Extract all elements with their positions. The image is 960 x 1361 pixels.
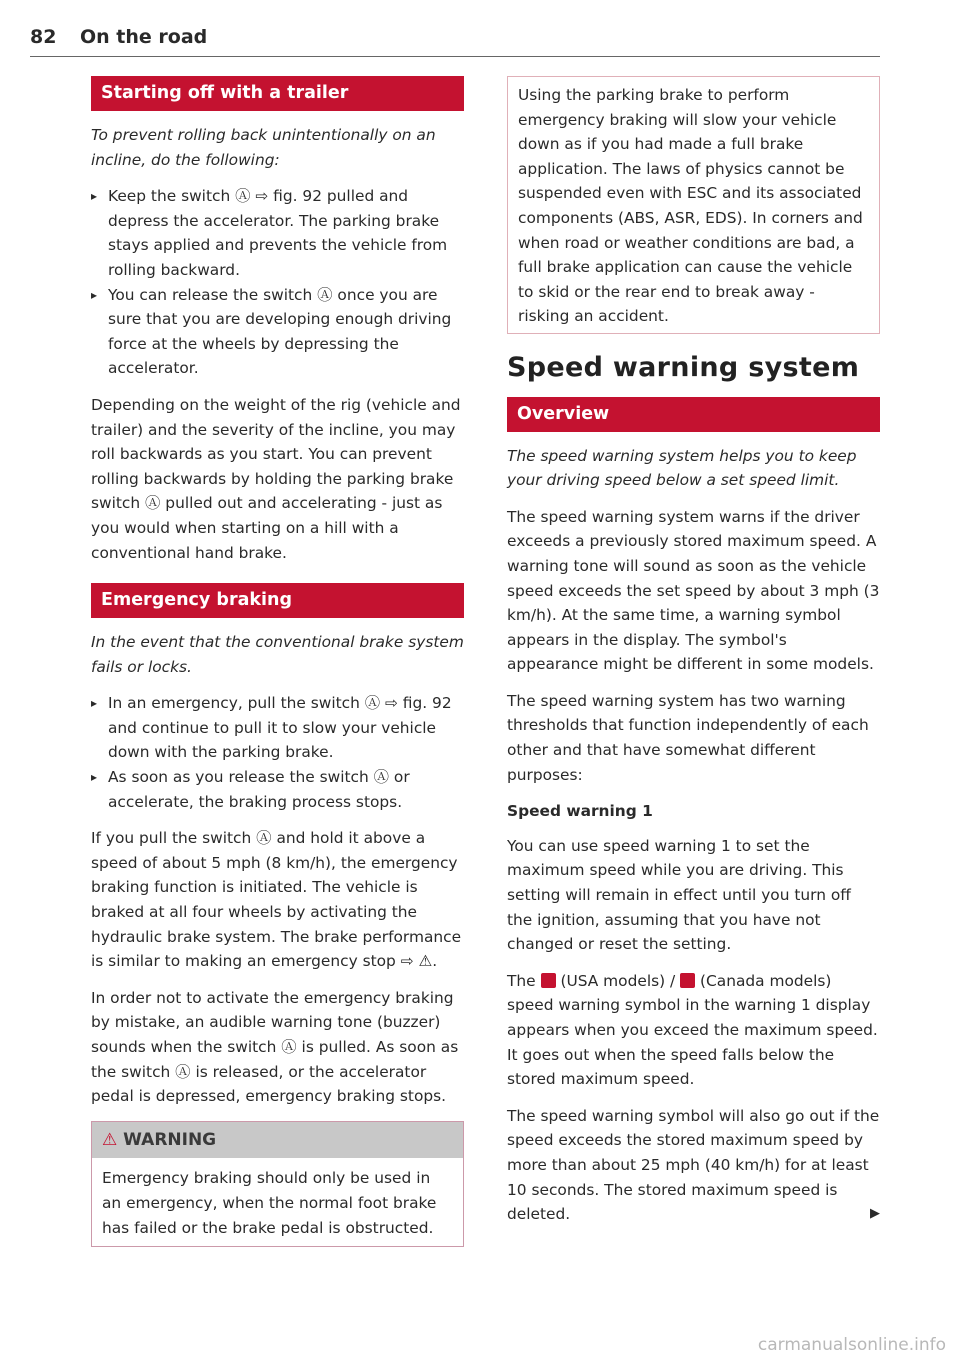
- continue-arrow-icon: ▶: [870, 1206, 880, 1222]
- note-text: Using the parking brake to perform emergency braking will slow your vehicle down as if you had made a full brake application. The laws of physics cannot be suspended even with ESC and its associated components (ABS, ASR, EDS). In corners and when road or weather conditions are bad, a full brake application can cause the vehicle to skid or the rear end to break away - risking an accident.: [518, 86, 863, 326]
- right-column: [507, 76, 880, 1239]
- p5-text: The speed warning symbol will also go out if the speed exceeds the stored maximum speed by more than about 25 mph (40 km/h) for at least 10 seconds. The stored maximum speed is deleted.: [507, 1106, 880, 1224]
- warning-header: [92, 1122, 463, 1159]
- trailer-heading: Starting off with a trailer: [91, 76, 464, 111]
- trailer-paragraph: Depending on the weight of the rig (vehicle and trailer) and the severity of the incline, you may roll backwards as you start. You can prevent rolling backwards by holding the parking brake switch Ⓐ pulled out and accelerating - just as you would when starting on a hill with a conventional hand brake.: [91, 395, 461, 562]
- trailer-intro: To prevent rolling back unintentionally on an incline, do the following:: [91, 126, 436, 169]
- trailer-step-2: ▸ You can release the switch Ⓐ once you are sure that you are developing enough driving force at the wheels by depressing the accelerator.: [91, 283, 464, 381]
- page-number: 82: [30, 26, 57, 48]
- emergency-step-1: ▸ In an emergency, pull the switch Ⓐ ⇨ fig. 92 and continue to pull it to slow your vehicle down with the parking brake.: [91, 691, 464, 765]
- speed-paragraph-4: [507, 969, 880, 1092]
- overview-heading: Overview: [507, 397, 880, 432]
- warning-text: Emergency braking should only be used in an emergency, when the normal foot brake has failed or the brake pedal is obstructed.: [102, 1169, 437, 1237]
- speed-paragraph-1: The speed warning system warns if the driver exceeds a previously stored maximum speed. A warning tone will sound as soon as the vehicle speed exceeds the set speed by about 3 mph (3 km/h). At the same time, a warning symbol appears in the display. The symbol's appearance might be different in some models.: [507, 507, 880, 674]
- warning-box: [91, 1121, 464, 1247]
- speed-warning-usa-icon: [541, 973, 556, 988]
- section-title: On the road: [80, 26, 208, 48]
- left-column: [91, 76, 464, 1247]
- speed-warning-canada-icon: [680, 973, 695, 988]
- trailer-step-1: ▸ Keep the switch Ⓐ ⇨ fig. 92 pulled and depress the accelerator. The parking brake stays applied and prevents the vehicle from rolling backward.: [91, 184, 464, 282]
- note-box: [507, 76, 880, 334]
- p4-part-b: (USA models) /: [560, 971, 676, 990]
- emergency-paragraph-1: If you pull the switch Ⓐ and hold it above a speed of about 5 mph (8 km/h), the emergency braking function is initiated. The vehicle is braked at all four wheels by activating the hydraulic brake system. The brake performance is similar to making an emergency stop ⇨ ⚠.: [91, 829, 462, 971]
- speed-paragraph-5: [507, 1104, 880, 1227]
- speed-warning-1-heading: Speed warning 1: [507, 802, 653, 821]
- warning-label: WARNING: [123, 1129, 217, 1150]
- trailer-steps: [91, 184, 464, 381]
- page-header: [30, 22, 880, 57]
- p4-part-a: The: [507, 971, 536, 990]
- speed-paragraph-3: You can use speed warning 1 to set the maximum speed while you are driving. This setting will remain in effect until you turn off the ignition, assuming that you have not changed or reset the setting.: [507, 836, 851, 954]
- emergency-heading: Emergency braking: [91, 583, 464, 618]
- overview-intro: The speed warning system helps you to keep your driving speed below a set speed limit.: [507, 446, 857, 490]
- emergency-intro: In the event that the conventional brake system fails or locks.: [91, 633, 464, 676]
- p4-part-c: (Canada models) speed warning symbol in the warning 1 display appears when you exceed the maximum speed. It goes out when the speed falls below the stored maximum speed.: [507, 971, 878, 1089]
- emergency-step-2: ▸ As soon as you release the switch Ⓐ or accelerate, the braking process stops.: [91, 765, 464, 814]
- emergency-paragraph-2: In order not to activate the emergency braking by mistake, an audible warning tone (buzzer) sounds when the switch Ⓐ is pulled. As soon as the switch Ⓐ is released, or the accelerator pedal is depressed, emergency braking stops.: [91, 988, 459, 1106]
- emergency-steps: [91, 691, 464, 814]
- watermark: carmanualsonline.info: [757, 1335, 946, 1355]
- speed-paragraph-2: The speed warning system has two warning thresholds that function independently of each other and that have somewhat different purposes:: [507, 691, 869, 784]
- warning-triangle-icon: ⚠: [102, 1129, 118, 1150]
- speed-warning-heading: Speed warning system: [507, 351, 860, 383]
